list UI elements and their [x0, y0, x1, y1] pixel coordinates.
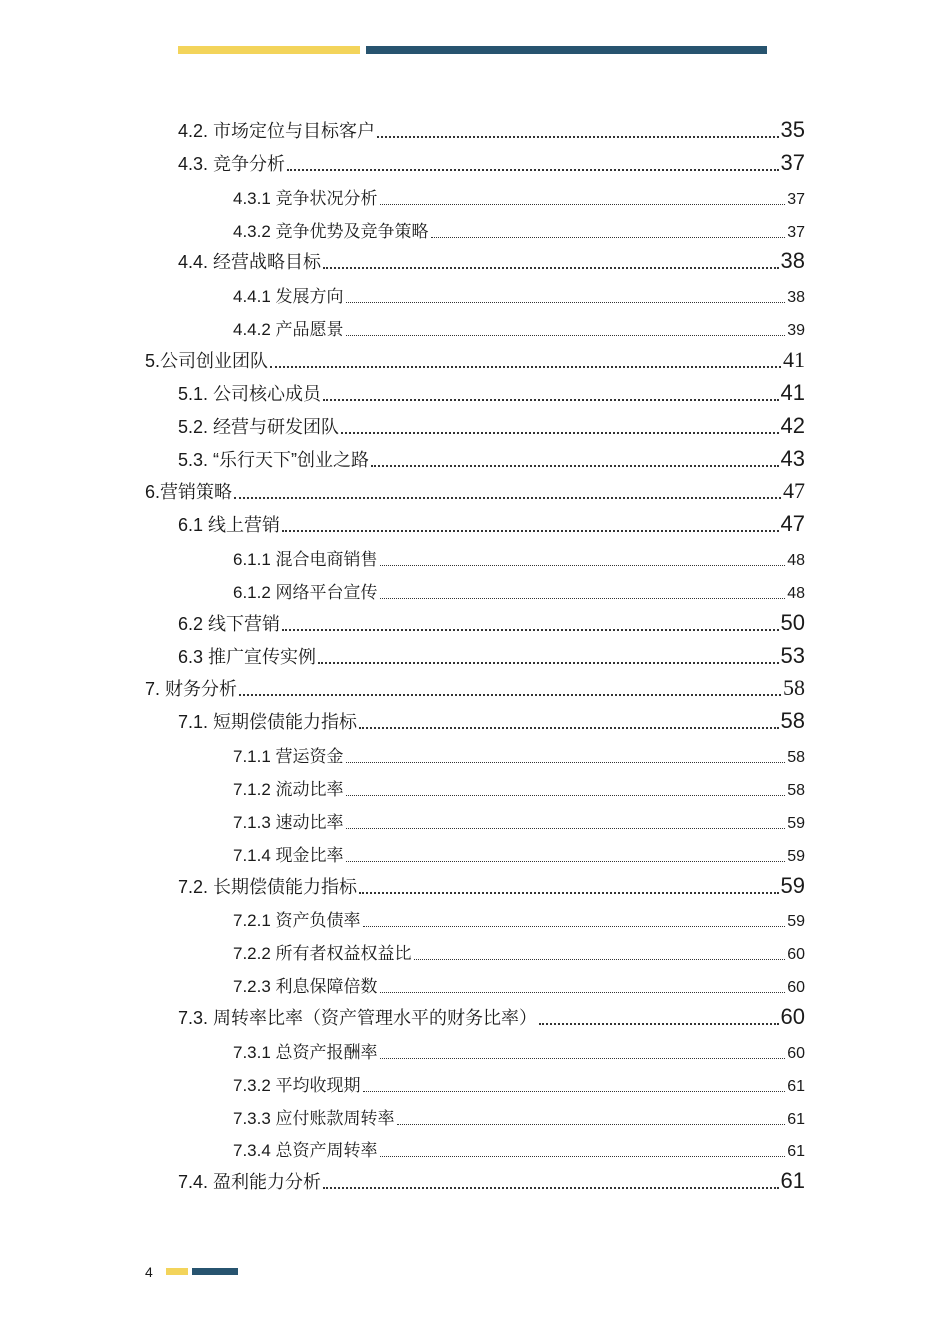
toc-entry-title: 7.1. 短期偿债能力指标 [178, 712, 358, 733]
toc-entry[interactable] [178, 444, 805, 472]
toc-entry[interactable] [233, 1068, 805, 1096]
toc-entry[interactable] [233, 903, 805, 931]
toc-entry-page: 41 [783, 346, 805, 372]
dot-leader [377, 136, 778, 138]
toc-entry[interactable] [178, 148, 805, 176]
dot-leader [323, 399, 778, 401]
toc-entry-page: 61 [787, 1110, 805, 1128]
dot-leader [287, 169, 778, 171]
dot-leader [397, 1124, 786, 1125]
toc-entry-page: 48 [787, 584, 805, 602]
toc-entry[interactable] [233, 739, 805, 767]
toc-entry-title: 7.4. 盈利能力分析 [178, 1172, 322, 1193]
toc-entry[interactable] [233, 805, 805, 833]
page-number: 4 [145, 1264, 153, 1280]
toc-entry[interactable] [233, 936, 805, 964]
toc-entry[interactable] [233, 279, 805, 307]
dot-leader [380, 598, 786, 599]
toc-entry-title: 4.3. 竞争分析 [178, 153, 286, 174]
toc-entry[interactable] [178, 1002, 805, 1030]
toc-entry[interactable] [178, 608, 805, 636]
toc-entry-page: 39 [787, 322, 805, 340]
toc-entry-title: 6.1.2 网络平台宣传 [233, 582, 378, 602]
toc-entry-title: 6.1 线上营销 [178, 515, 281, 536]
toc-entry-page: 60 [787, 979, 805, 997]
toc-entry[interactable] [178, 411, 805, 439]
dot-leader [341, 432, 778, 434]
toc-entry-title: 5.1. 公司核心成员 [178, 383, 322, 404]
dot-leader [323, 1187, 778, 1189]
dot-leader [239, 694, 781, 696]
toc-entry-title: 7.2.2 所有者权益权益比 [233, 944, 412, 964]
toc-entry-page: 59 [780, 872, 805, 898]
dot-leader [380, 1156, 786, 1157]
toc-entry[interactable] [233, 181, 805, 209]
toc-entry-page: 61 [780, 1168, 805, 1194]
toc-entry-page: 59 [787, 847, 805, 865]
toc-entry-title: 4.2. 市场定位与目标客户 [178, 121, 376, 141]
toc-entry-page: 37 [787, 223, 805, 241]
toc-entry-page: 37 [780, 149, 805, 175]
toc-entry-page: 61 [787, 1077, 805, 1095]
toc-entry-page: 58 [787, 749, 805, 767]
toc-entry-page: 35 [780, 117, 805, 142]
toc-entry-title: 4.4. 经营战略目标 [178, 252, 322, 273]
toc-entry[interactable] [145, 673, 805, 701]
toc-entry[interactable] [178, 1166, 805, 1194]
toc-entry-page: 43 [780, 445, 805, 471]
toc-entry-title: 7.3.4 总资产周转率 [233, 1141, 378, 1161]
toc-entry[interactable] [145, 345, 805, 373]
toc-entry-page: 60 [780, 1003, 805, 1029]
toc-entry-title: 7.3.2 平均收现期 [233, 1075, 361, 1095]
toc-entry-page: 38 [787, 289, 805, 307]
toc-entry[interactable] [233, 1133, 805, 1161]
toc-entry[interactable] [233, 575, 805, 603]
footer-bar-yellow [166, 1268, 188, 1275]
toc-entry-page: 58 [783, 675, 805, 701]
dot-leader [346, 302, 786, 303]
toc-entry[interactable] [233, 214, 805, 242]
dot-leader [371, 465, 779, 467]
toc-entry-page: 58 [780, 708, 805, 734]
dot-leader [346, 335, 786, 336]
toc-entry-title: 4.4.1 发展方向 [233, 287, 344, 307]
toc-entry-title: 6.3 推广宣传实例 [178, 646, 317, 667]
toc-entry-page: 48 [787, 552, 805, 570]
footer-bar-blue [192, 1268, 238, 1275]
toc-entry[interactable] [233, 312, 805, 340]
toc-entry-title: 7.1.1 营运资金 [233, 747, 344, 767]
dot-leader [363, 1091, 786, 1092]
toc-entry-title: 7.3.1 总资产报酬率 [233, 1042, 378, 1062]
toc-entry-page: 47 [780, 511, 805, 537]
toc-entry[interactable] [233, 542, 805, 570]
header-bar-blue [366, 46, 767, 54]
toc-entry-title: 4.3.2 竞争优势及竞争策略 [233, 221, 429, 241]
toc-entry-page: 60 [787, 946, 805, 964]
toc-entry[interactable] [178, 871, 805, 899]
dot-leader [380, 204, 786, 205]
toc-entry-title: 5.3. “乐行天下”创业之路 [178, 449, 370, 470]
dot-leader [282, 530, 778, 532]
toc-entry[interactable] [178, 706, 805, 734]
toc-entry-title: 7.1.2 流动比率 [233, 780, 344, 799]
toc-entry-title: 7.2. 长期偿债能力指标 [178, 876, 358, 897]
toc-entry[interactable] [178, 115, 805, 143]
dot-leader [346, 795, 786, 796]
dot-leader [359, 727, 778, 729]
toc-entry[interactable] [178, 378, 805, 406]
toc-entry-title: 7.2.1 资产负债率 [233, 911, 361, 931]
toc-entry[interactable] [145, 476, 805, 504]
toc-entry[interactable] [178, 641, 805, 669]
dot-leader [282, 629, 778, 631]
toc-entry[interactable] [233, 1101, 805, 1129]
toc-entry-page: 50 [780, 609, 805, 635]
toc-entry-page: 59 [787, 814, 805, 832]
dot-leader [539, 1023, 778, 1025]
header-bar-yellow [178, 46, 360, 54]
toc-entry-page: 58 [787, 782, 805, 799]
dot-leader [414, 959, 786, 960]
toc-entry-page: 59 [787, 913, 805, 931]
toc-entry-title: 4.4.2 产品愿景 [233, 320, 344, 340]
dot-leader [380, 1058, 786, 1059]
dot-leader [323, 267, 778, 269]
toc-entry-title: 7.3.3 应付账款周转率 [233, 1108, 395, 1128]
toc-entry[interactable] [233, 1035, 805, 1063]
toc-entry[interactable] [233, 772, 805, 800]
toc-entry-title: 6.2 线下营销 [178, 613, 281, 634]
dot-leader [346, 762, 786, 763]
toc-entry[interactable] [233, 969, 805, 997]
toc-entry-title: 6.营销策略 [145, 482, 233, 503]
toc-entry-page: 37 [787, 190, 805, 208]
toc-entry-title: 5.公司创业团队 [145, 350, 269, 371]
dot-leader [270, 366, 781, 368]
dot-leader [431, 237, 786, 238]
toc-entry-page: 38 [780, 248, 805, 274]
toc-entry-page: 53 [780, 642, 805, 668]
dot-leader [359, 892, 778, 894]
dot-leader [380, 992, 786, 993]
toc-entry[interactable] [178, 246, 805, 274]
dot-leader [380, 565, 786, 566]
dot-leader [363, 926, 786, 927]
toc-entry-title: 7.1.4 现金比率 [233, 845, 344, 865]
dot-leader [346, 828, 786, 829]
toc-entry-page: 61 [787, 1143, 805, 1161]
toc-entry-title: 6.1.1 混合电商销售 [233, 550, 378, 570]
toc-entry-title: 5.2. 经营与研发团队 [178, 416, 340, 437]
dot-leader [346, 861, 786, 862]
toc-entry-page: 42 [780, 412, 805, 438]
toc-entry[interactable] [178, 509, 805, 537]
toc-entry-title: 7.3. 周转率比率（资产管理水平的财务比率） [178, 1007, 538, 1028]
toc-entry-page: 60 [787, 1044, 805, 1062]
toc-entry-title: 7. 财务分析 [145, 679, 238, 700]
toc-entry-title: 7.1.3 速动比率 [233, 812, 344, 832]
dot-leader [234, 497, 781, 499]
toc-entry[interactable] [233, 838, 805, 866]
toc-entry-page: 41 [780, 379, 805, 405]
toc-entry-title: 7.2.3 利息保障倍数 [233, 977, 378, 997]
dot-leader [318, 662, 778, 664]
toc-entry-title: 4.3.1 竞争状况分析 [233, 188, 378, 208]
toc-entry-page: 47 [783, 478, 805, 504]
